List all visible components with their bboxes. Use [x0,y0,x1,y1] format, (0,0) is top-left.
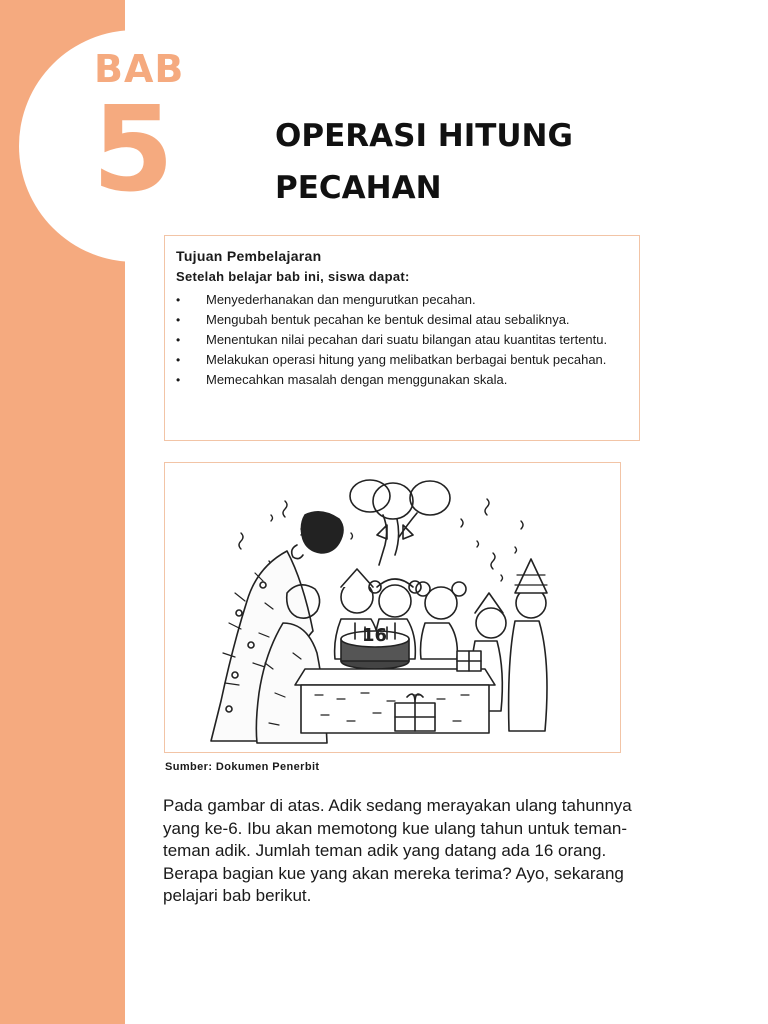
list-item-text: Mengubah bentuk pecahan ke bentuk desimal atau sebaliknya. [206,312,570,327]
list-item-text: Menyederhanakan dan mengurutkan pecahan. [206,292,476,307]
list-item [176,372,629,388]
birthday-illustration-frame [164,462,621,753]
list-item-text: Menentukan nilai pecahan dari suatu bilangan atau kuantitas tertentu. [206,332,608,347]
chapter-title-line-2: PECAHAN [275,170,442,206]
chapter-label: BAB [94,47,185,91]
learning-goals-intro: Setelah belajar bab ini, siswa dapat: [176,269,410,284]
bullet-icon: • [176,333,181,347]
list-item [176,292,629,308]
list-item [176,332,629,348]
cake-number-label: 16 [362,625,388,646]
bullet-icon: • [176,353,181,367]
bullet-icon: • [176,293,181,307]
chapter-intro-paragraph: Pada gambar di atas. Adik sedang merayakan ulang tahunnya yang ke-6. Ibu akan memotong kue ulang tahun untuk teman-teman adik. Jumlah teman adik yang datang ada 16 orang. Berapa bagian kue yang akan mereka terima? Ayo, sekarang pelajari bab berikut. [163,796,632,905]
learning-goals-list [176,292,629,388]
figure-source-caption: Sumber: Dokumen Penerbit [165,761,320,773]
list-item [176,352,629,368]
birthday-cake-icon [341,623,409,669]
bullet-icon: • [176,313,181,327]
birthday-party-illustration [165,463,620,752]
learning-goals-heading: Tujuan Pembelajaran [176,248,322,264]
learning-goals-box [164,235,640,441]
chapter-title-line-1: OPERASI HITUNG [275,118,573,154]
list-item-text: Memecahkan masalah dengan menggunakan skala. [206,372,508,387]
balloons-icon [350,480,450,565]
list-item [176,312,629,328]
chapter-title [275,110,675,214]
bullet-icon: • [176,373,181,387]
list-item-text: Melakukan operasi hitung yang melibatkan berbagai bentuk pecahan. [206,352,607,367]
chapter-number: 5 [92,80,175,218]
